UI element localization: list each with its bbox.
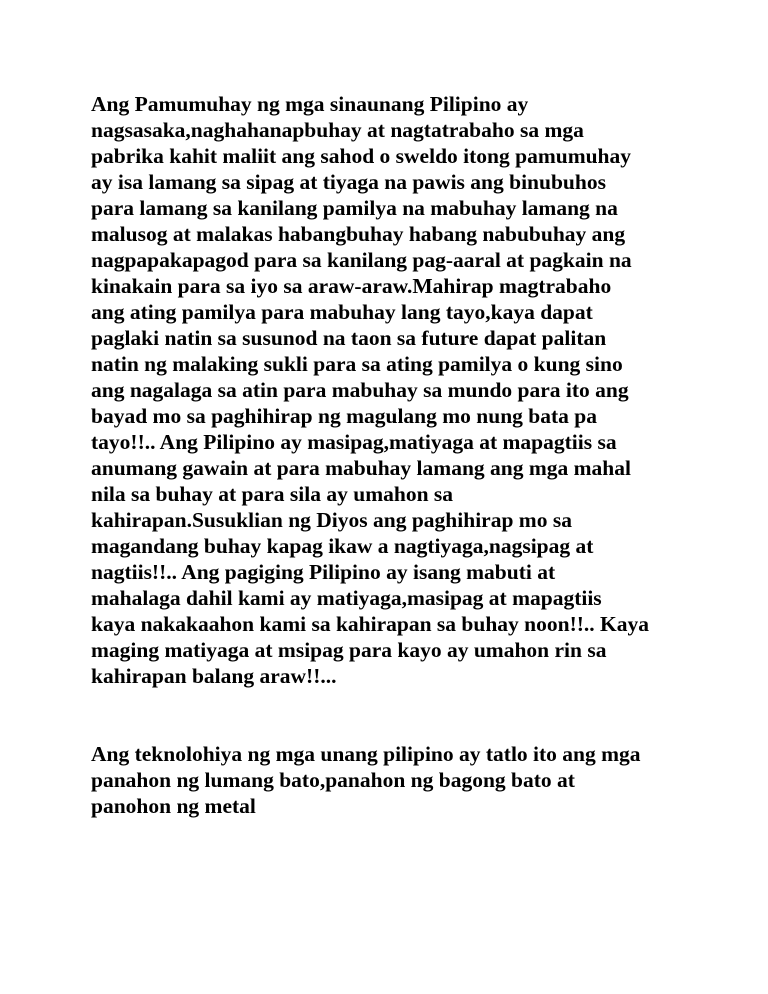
text-line: mahalaga dahil kami ay matiyaga,masipag at mapagtiis [91,586,602,610]
text-line: kinakain para sa iyo sa araw-araw.Mahirap magtrabaho [91,274,612,298]
text-line: anumang gawain at para mabuhay lamang ang mga mahal [91,456,631,480]
text-line: maging matiyaga at msipag para kayo ay umahon rin sa [91,638,607,662]
text-line: ay isa lamang sa sipag at tiyaga na pawis ang binubuhos [91,170,606,194]
text-line: nagtiis!!.. Ang pagiging Pilipino ay isang mabuti at [91,560,556,584]
text-line: nila sa buhay at para sila ay umahon sa [91,482,454,506]
text-line: magandang buhay kapag ikaw a nagtiyaga,nagsipag at [91,534,594,558]
text-line: ang nagalaga sa atin para mabuhay sa mundo para ito ang [91,378,629,402]
text-line: panohon ng metal [91,794,256,818]
text-line: malusog at malakas habangbuhay habang nabubuhay ang [91,222,626,246]
text-line: kaya nakakaahon kami sa kahirapan sa buhay noon!!.. Kaya [91,612,649,636]
text-line: Ang Pamumuhay ng mga sinaunang Pilipino ay [91,92,529,116]
text-line: para lamang sa kanilang pamilya na mabuhay lamang na [91,196,618,220]
text-line: Ang teknolohiya ng mga unang pilipino ay tatlo ito ang mga [91,742,641,766]
text-line: natin ng malaking sukli para sa ating pamilya o kung sino [91,352,623,376]
text-line: nagpapakapagod para sa kanilang pag-aaral at pagkain na [91,248,632,272]
text-line: tayo!!.. Ang Pilipino ay masipag,matiyaga at mapagtiis sa [91,430,617,454]
text-line: bayad mo sa paghihirap ng magulang mo nung bata pa [91,404,597,428]
text-line: ang ating pamilya para mabuhay lang tayo,kaya dapat [91,300,593,324]
text-line: pabrika kahit maliit ang sahod o sweldo itong pamumuhay [91,144,632,168]
text-line: paglaki natin sa susunod na taon sa future dapat palitan [91,326,607,350]
text-line: nagsasaka,naghahanapbuhay at nagtatrabaho sa mga [91,118,584,142]
text-line: kahirapan balang araw!!... [91,664,337,688]
text-line: kahirapan.Susuklian ng Diyos ang paghihirap mo sa [91,508,572,532]
text-line: panahon ng lumang bato,panahon ng bagong bato at [91,768,575,792]
